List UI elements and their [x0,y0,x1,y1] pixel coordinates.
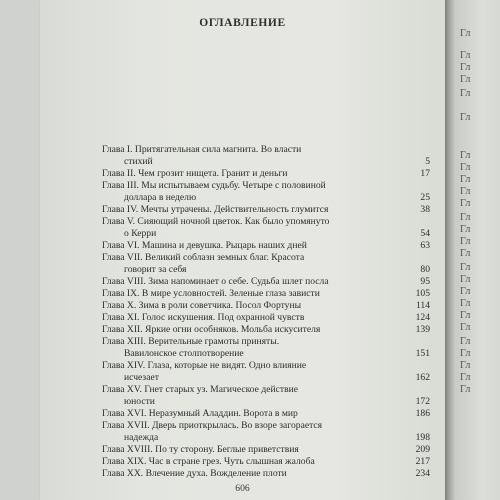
toc-entry-text: исчезает [124,372,159,383]
adjacent-page-fragment: Гл [460,186,471,197]
toc-entry-text: Глава XVI. Неразумный Аладдин. Ворота в мир [102,408,298,419]
toc-entry-text: Глава XVIII. По ту сторону. Беглые приветствия [102,444,299,455]
toc-entry [102,456,430,468]
adjacent-page-fragment: Гл [460,112,471,123]
toc-entry [102,204,430,216]
book-page [40,0,445,500]
adjacent-page-fragment: Гл [460,224,471,235]
toc-entry-text: юности [124,396,155,407]
toc-entry [102,444,430,456]
toc-entry-text: Глава XII. Яркие огни особняков. Мольба искусителя [102,324,321,335]
toc-entry [102,252,430,276]
adjacent-page-fragment: Гл [460,248,471,259]
adjacent-page-fragment: Гл [460,298,471,309]
toc-entry-text: стихий [124,156,153,167]
toc-entry-text: доллара в неделю [124,192,197,203]
adjacent-page-fragment: Гл [460,322,471,333]
adjacent-page-fragment: Гл [460,162,471,173]
toc-entry-text: Глава XVII. Дверь приоткрылась. Во взоре загорается [102,420,323,431]
toc-entry-text: Глава XV. Гнет старых уз. Магическое действие [102,384,298,395]
adjacent-page-fragment: Гл [460,212,471,223]
adjacent-page-fragment: Гл [460,262,471,273]
toc-entry [102,408,430,420]
toc-entry-text: Глава I. Притягательная сила магнита. Во власти [102,144,302,155]
adjacent-page-fragment: Гл [460,198,471,209]
toc-page-number: 151 [415,348,430,359]
toc-page-number: 198 [415,432,430,443]
toc-entry-text: Глава XIV. Глаза, которые не видят. Одно влияние [102,360,307,371]
toc-entry [102,468,430,480]
toc-entry-text: Вавилонское столпотворение [124,348,244,359]
toc-entry-text: надежда [124,432,159,443]
toc-page-number: 25 [420,192,430,203]
toc-entry [102,360,430,384]
toc-entry-text: Глава XIII. Верительные грамоты приняты. [102,336,280,347]
adjacent-page-fragment: Гл [460,310,471,321]
toc-entry-text: о Керри [124,228,157,239]
toc-page-number: 209 [415,444,430,455]
toc-page-number: 105 [415,288,430,299]
adjacent-page-fragment: Гл [460,274,471,285]
toc-entry [102,168,430,180]
toc-page-number: 38 [420,204,430,215]
toc-page-number: 63 [420,240,430,251]
adjacent-page-fragment: Гл [460,150,471,161]
toc-page-number: 5 [425,156,430,167]
toc-page-number: 172 [415,396,430,407]
table-of-contents [102,144,430,480]
toc-page-number: 234 [415,468,430,479]
toc-entry [102,420,430,444]
toc-page-number: 17 [420,168,430,179]
toc-page-number: 124 [415,312,430,323]
toc-entry-text: Глава IV. Мечты утрачены. Действительность глумится [102,204,329,215]
toc-entry-text: Глава II. Чем грозит нищета. Гранит и деньги [102,168,288,179]
toc-entry [102,324,430,336]
toc-entry-text: Глава III. Мы испытываем судьбу. Четыре с половиной [102,180,326,191]
toc-entry [102,336,430,360]
adjacent-page-fragment: Гл [460,348,471,359]
toc-entry [102,312,430,324]
toc-page-number: 95 [420,276,430,287]
adjacent-page-fragment: Гл [460,74,471,85]
toc-page-number: 139 [415,324,430,335]
toc-entry-text: Глава VII. Великий соблазн земных благ. Красота [102,252,305,263]
adjacent-page-fragment: Гл [460,384,471,395]
toc-entry-text: Глава XIX. Час в стране грез. Чуть слышная жалоба [102,456,315,467]
toc-page-number: 80 [420,264,430,275]
toc-entry-text: Глава VIII. Зима напоминает о себе. Судьба шлет посла [102,276,329,287]
toc-entry-text: Глава VI. Машина и девушка. Рыцарь наших дней [102,240,307,251]
toc-entry-text: Глава XX. Влечение духа. Вожделение плоти [102,468,287,479]
adjacent-page [455,0,500,500]
toc-entry-text: говорит за себя [124,264,187,275]
adjacent-page-fragment: Гл [460,174,471,185]
toc-entry-text: Глава X. Зима в роли советчика. Посол Фортуны [102,300,302,311]
adjacent-page-fragment: Гл [460,28,471,39]
toc-entry [102,276,430,288]
adjacent-page-fragment: Гл [460,360,471,371]
adjacent-page-fragment: Гл [460,236,471,247]
adjacent-page-fragment: Гл [460,336,471,347]
toc-entry-text: Глава XI. Голос искушения. Под охранной чувств [102,312,305,323]
toc-entry [102,288,430,300]
adjacent-page-fragment: Гл [460,62,471,73]
toc-entry-text: Глава IX. В мире условностей. Зеленые глаза зависти [102,288,320,299]
toc-page-number: 54 [420,228,430,239]
toc-page-number: 114 [415,300,430,311]
toc-entry [102,384,430,408]
page-title: ОГЛАВЛЕНИЕ [199,17,286,29]
toc-entry [102,300,430,312]
adjacent-page-fragment: Гл [460,50,471,61]
page-number: 606 [235,483,250,494]
toc-page-number: 162 [415,372,430,383]
toc-page-number: 217 [415,456,430,467]
toc-entry [102,216,430,240]
adjacent-page-fragment: Гл [460,372,471,383]
book-gutter [445,0,455,500]
toc-page-number: 186 [415,408,430,419]
adjacent-page-fragment: Гл [460,88,471,99]
toc-entry [102,240,430,252]
toc-entry [102,144,430,168]
toc-entry [102,180,430,204]
toc-entry-text: Глава V. Сияющий ночной цветок. Как было упомянуто [102,216,330,227]
adjacent-page-fragment: Гл [460,286,471,297]
